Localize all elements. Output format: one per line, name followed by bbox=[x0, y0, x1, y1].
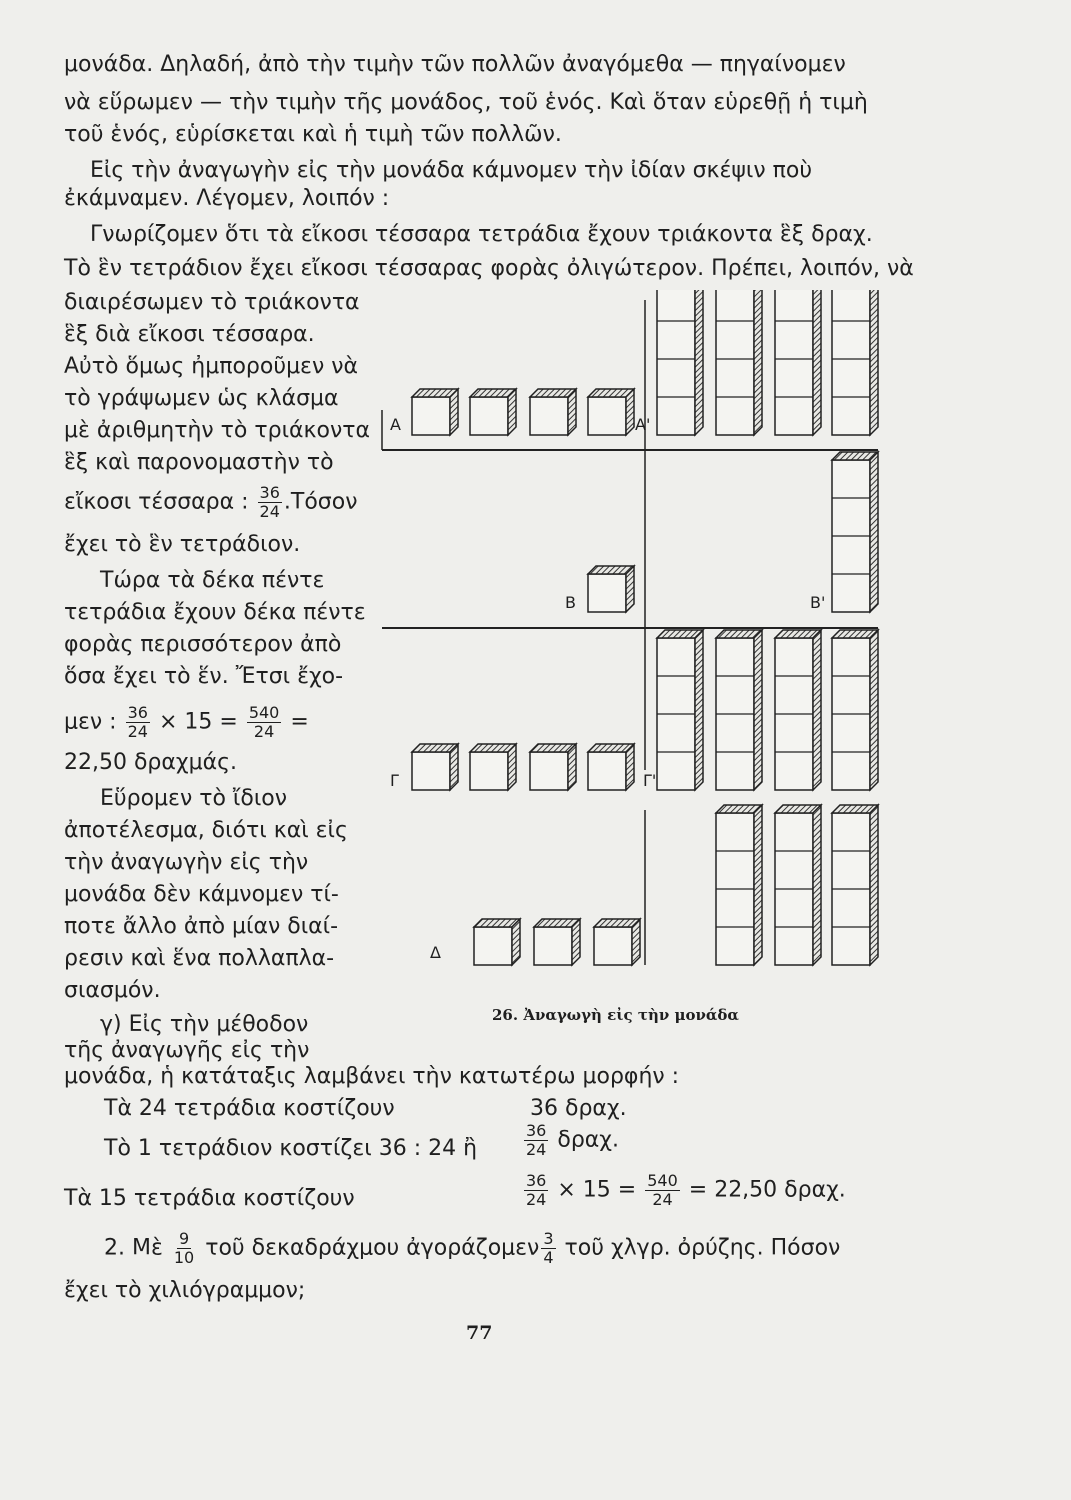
text-line: Εὕρομεν τὸ ἴδιον bbox=[100, 786, 288, 811]
text-line: τῆς ἀναγωγῆς εἰς τὴν bbox=[64, 1038, 310, 1063]
text-line: τετράδια ἔχουν δέκα πέντε bbox=[64, 600, 366, 625]
fraction: $\frac{36}{24}$ bbox=[526, 1121, 547, 1159]
label-A: Α bbox=[390, 415, 401, 434]
text-line: νὰ εὕρωμεν — τὴν τιμὴν τῆς μονάδος, τοῦ ἑνός. Καὶ ὅταν εὑρεθῇ ἡ τιμὴ bbox=[64, 90, 868, 115]
cube bbox=[594, 919, 640, 965]
label-A-prime: Α' bbox=[635, 415, 651, 434]
text-line: τὸ γράψωμεν ὡς κλάσμα bbox=[64, 386, 339, 411]
figure-drawing bbox=[382, 290, 878, 965]
cube-stack bbox=[657, 290, 703, 435]
fraction: $\frac{9}{10}$ bbox=[173, 1229, 195, 1267]
text-line: ἀποτέλεσμα, διότι καὶ εἰς bbox=[64, 818, 348, 843]
text-line: μονάδα. Δηλαδή, ἀπὸ τὴν τιμὴν τῶν πολλῶν ἀναγόμεθα — πηγαίνομεν bbox=[64, 52, 846, 77]
cube bbox=[470, 389, 516, 435]
cube-stack bbox=[657, 630, 703, 790]
text-line: τοῦ ἑνός, εὑρίσκεται καὶ ἡ τιμὴ τῶν πολλῶν. bbox=[64, 122, 562, 147]
table-row-left: Τὰ 24 τετράδια κοστίζουν bbox=[104, 1096, 395, 1121]
cube bbox=[412, 389, 458, 435]
cube bbox=[412, 744, 458, 790]
figure-caption: 26. Ἀναγωγὴ εἰς τὴν μονάδα bbox=[492, 1006, 739, 1024]
text-line: ἔχει τὸ χιλιόγραμμον; bbox=[64, 1278, 306, 1303]
fraction: $\frac{3}{4}$ bbox=[543, 1229, 554, 1267]
text-line: ἓξ διὰ εἴκοσι τέσσαρα. bbox=[64, 322, 315, 347]
label-B-prime: Β' bbox=[810, 593, 826, 612]
cube bbox=[588, 744, 634, 790]
cube-stack bbox=[832, 805, 878, 965]
reduction-figure bbox=[370, 290, 890, 990]
cube-stack bbox=[832, 290, 878, 435]
text-line: γ) Εἰς τὴν μέθοδον bbox=[100, 1012, 309, 1037]
fraction: $\frac{36}{24}$ bbox=[526, 1171, 547, 1209]
table-row-calculation: $\frac{36}{24}$ × 15 = $\frac{540}{24}$ = 22,50 δραχ. bbox=[526, 1171, 846, 1209]
table-row-left: Τὸ 1 τετράδιον κοστίζει 36 : 24 ἢ bbox=[104, 1136, 478, 1161]
page-number: 77 bbox=[466, 1322, 493, 1344]
text-line: ρεσιν καὶ ἕνα πολλαπλα- bbox=[64, 946, 335, 971]
table-row-right: 36 δραχ. bbox=[530, 1096, 627, 1121]
text-line: ὅσα ἔχει τὸ ἕν. Ἔτσι ἔχο- bbox=[64, 664, 344, 689]
fraction: $\frac{36}{24}$ bbox=[259, 483, 280, 521]
text-line: ποτε ἄλλο ἀπὸ μίαν διαί- bbox=[64, 914, 339, 939]
fraction: $\frac{540}{24}$ bbox=[248, 703, 280, 741]
table-row-fraction: $\frac{36}{24}$ δραχ. bbox=[526, 1121, 619, 1159]
cube bbox=[470, 744, 516, 790]
text-line: μὲ ἀριθμητὴν τὸ τριάκοντα bbox=[64, 418, 370, 443]
text-line: ἐκάμναμεν. Λέγομεν, λοιπόν : bbox=[64, 186, 390, 211]
text-line: μονάδα δὲν κάμνομεν τί- bbox=[64, 882, 339, 907]
cube bbox=[530, 744, 576, 790]
text-line: Εἰς τὴν ἀναγωγὴν εἰς τὴν μονάδα κάμνομεν τὴν ἰδίαν σκέψιν ποὺ bbox=[90, 158, 813, 183]
text-line: τὴν ἀναγωγὴν εἰς τὴν bbox=[64, 850, 309, 875]
text-line: φορὰς περισσότερον ἀπὸ bbox=[64, 632, 342, 657]
text-line: Αὐτὸ ὅμως ἠμποροῦμεν νὰ bbox=[64, 354, 359, 379]
cube bbox=[534, 919, 580, 965]
problem-2: 2. Μὲ $\frac{9}{10}$ τοῦ δεκαδράχμου ἀγοράζομεν $\frac{3}{4}$ τοῦ χλγρ. ὀρύζης. Πόσον bbox=[104, 1229, 841, 1267]
text-line: μονάδα, ἡ κατάταξις λαμβάνει τὴν κατωτέρω μορφήν : bbox=[64, 1064, 680, 1089]
fraction: $\frac{540}{24}$ bbox=[647, 1171, 678, 1209]
cube bbox=[588, 566, 634, 612]
text-line: 22,50 δραχμάς. bbox=[64, 750, 238, 775]
text-line: Τὸ ἓν τετράδιον ἔχει εἴκοσι τέσσαρας φορὰς ὀλιγώτερον. Πρέπει, λοιπόν, νὰ bbox=[64, 256, 914, 281]
cube-stack bbox=[716, 290, 762, 435]
fraction-line: εἴκοσι τέσσαρα : $\frac{36}{24}$ .Τόσον bbox=[64, 483, 358, 521]
table-row-left: Τὰ 15 τετράδια κοστίζουν bbox=[64, 1186, 355, 1211]
cube-stack bbox=[716, 630, 762, 790]
cube-stack bbox=[832, 630, 878, 790]
cube-stack bbox=[775, 290, 821, 435]
calculation-line: μεν : $\frac{36}{24}$ × 15 = $\frac{540}{24}$ = bbox=[64, 703, 309, 741]
text-line: ἔχει τὸ ἓν τετράδιον. bbox=[64, 532, 301, 557]
cube-stack bbox=[775, 805, 821, 965]
label-G: Γ bbox=[390, 771, 399, 790]
text-line: διαιρέσωμεν τὸ τριάκοντα bbox=[64, 290, 360, 315]
cube bbox=[474, 919, 520, 965]
label-G-prime: Γ' bbox=[643, 771, 657, 790]
cube-stack bbox=[832, 452, 878, 612]
text-line: Γνωρίζομεν ὅτι τὰ εἴκοσι τέσσαρα τετράδια ἔχουν τριάκοντα ἓξ δραχ. bbox=[90, 222, 873, 247]
text-line: ἓξ καὶ παρονομαστὴν τὸ bbox=[64, 450, 334, 475]
fraction: $\frac{36}{24}$ bbox=[127, 703, 148, 741]
label-B: Β bbox=[565, 593, 576, 612]
cube bbox=[530, 389, 576, 435]
text-line: σιασμόν. bbox=[64, 978, 161, 1003]
cube-stack bbox=[716, 805, 762, 965]
label-D: Δ bbox=[430, 943, 441, 962]
text-line: Τώρα τὰ δέκα πέντε bbox=[100, 568, 325, 593]
cube bbox=[588, 389, 634, 435]
cube-stack bbox=[775, 630, 821, 790]
